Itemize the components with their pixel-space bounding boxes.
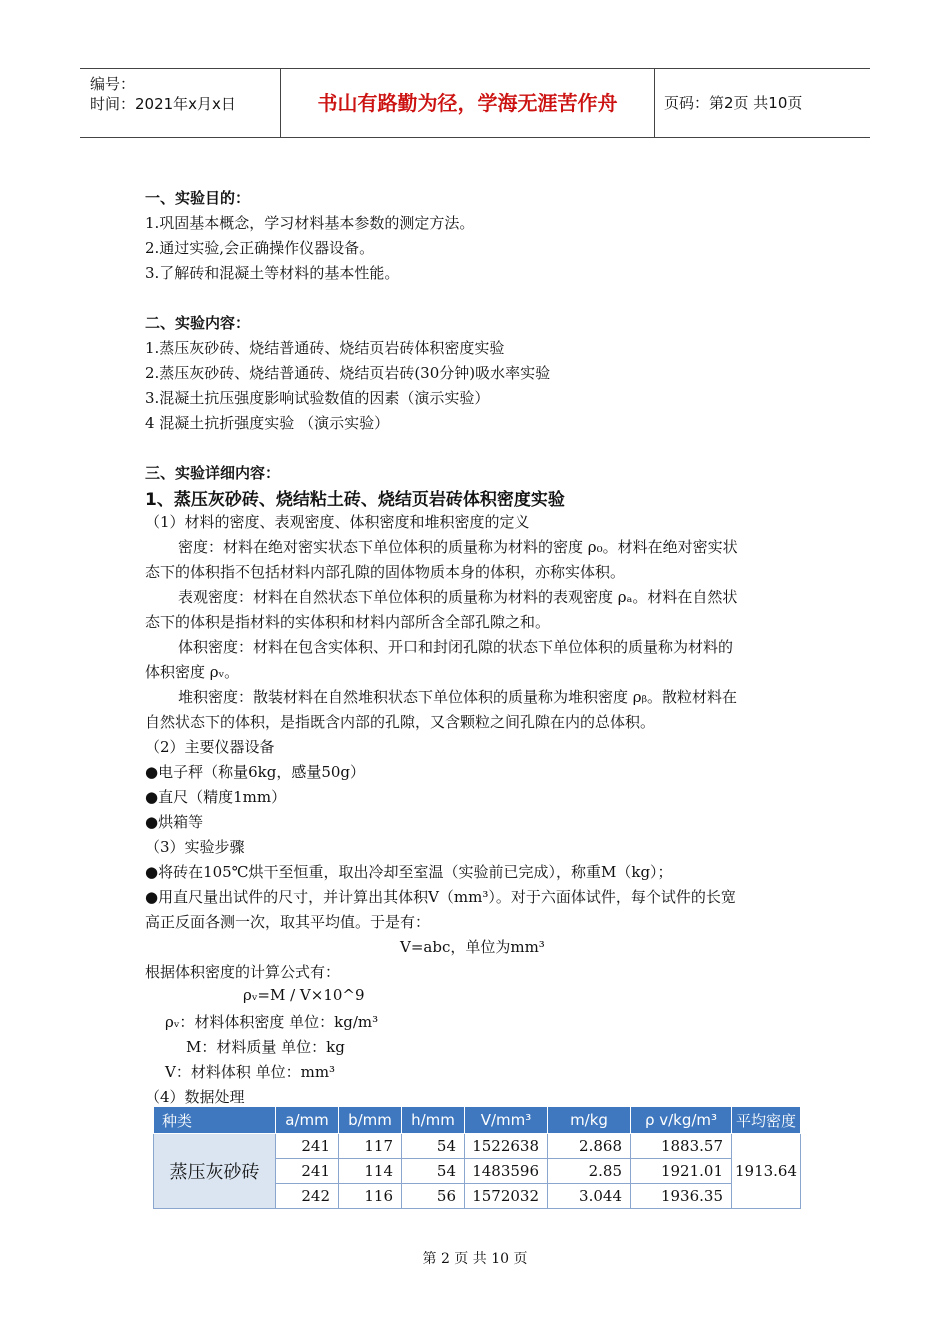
table-cell: 241 [276, 1159, 339, 1184]
body-line: 高正反面各测一次，取其平均值。于是有： [145, 913, 431, 931]
symbol-definition: V：材料体积 单位：mm³ [165, 1063, 336, 1081]
table-cell: 1883.57 [631, 1134, 732, 1159]
body-line: ●将砖在105℃烘干至恒重，取出冷却至室温（实验前已完成），称重M（kg）； [145, 863, 673, 881]
table-cell: 1483596 [465, 1159, 548, 1184]
table-header: 种类 [154, 1107, 276, 1134]
body-line: 密度：材料在绝对密实状态下单位体积的质量称为材料的密度 ρ₀。材料在绝对密实状 [178, 538, 738, 556]
header-page-label: 页码：第2页 共10页 [664, 94, 803, 112]
table-header: m/kg [548, 1107, 631, 1134]
table-cell: 1572032 [465, 1184, 548, 1209]
body-line: 堆积密度：散装材料在自然堆积状态下单位体积的质量称为堆积密度 ρᵦ。散粒材料在 [178, 688, 738, 706]
formula-density: ρᵥ=M / V×10^9 [243, 986, 365, 1004]
table-cell: 242 [276, 1184, 339, 1209]
body-line: （3）实验步骤 [145, 838, 245, 856]
table-cell: 114 [339, 1159, 402, 1184]
table-kind-cell: 蒸压灰砂砖 [154, 1134, 276, 1209]
section1-item: 2.通过实验,会正确操作仪器设备。 [145, 239, 375, 257]
table-cell: 3.044 [548, 1184, 631, 1209]
section1-title: 一、实验目的： [145, 189, 251, 207]
section3-subtitle: 1、蒸压灰砂砖、烧结粘土砖、烧结页岩砖体积密度实验 [145, 490, 565, 510]
section2-item: 4 混凝土抗折强度实验 （演示实验） [145, 414, 390, 432]
number-label: 编号： [90, 75, 136, 93]
table-cell: 1936.35 [631, 1184, 732, 1209]
table-header: h/mm [402, 1107, 465, 1134]
body-line: ●直尺（精度1mm） [145, 788, 287, 806]
table-header: ρ v/kg/m³ [631, 1107, 732, 1134]
body-line: ●用直尺量出试件的尺寸，并计算出其体积V（mm³）。对于六面体试件，每个试件的长宽 [145, 888, 736, 906]
body-line: 体积密度 ρᵥ。 [145, 663, 240, 681]
table-cell: 54 [402, 1159, 465, 1184]
body-line: 表观密度：材料在自然状态下单位体积的质量称为材料的表观密度 ρₐ。材料在自然状 [178, 588, 738, 606]
page-header [80, 68, 870, 138]
table-cell: 117 [339, 1134, 402, 1159]
section1-item: 3.了解砖和混凝土等材料的基本性能。 [145, 264, 400, 282]
table-cell: 1522638 [465, 1134, 548, 1159]
header-meta [80, 69, 281, 137]
body-line: ●烘箱等 [145, 813, 204, 831]
section3-title: 三、实验详细内容： [145, 464, 281, 482]
section2-item: 2.蒸压灰砂砖、烧结普通砖、烧结页岩砖(30分钟)吸水率实验 [145, 364, 551, 382]
section2-title: 二、实验内容： [145, 314, 251, 332]
table-average-cell: 1913.64 [732, 1134, 801, 1209]
table-header: a/mm [276, 1107, 339, 1134]
body-line: 态下的体积指不包括材料内部孔隙的固体物质本身的体积，亦称实体积。 [145, 563, 626, 581]
table-cell: 54 [402, 1134, 465, 1159]
table-cell: 56 [402, 1184, 465, 1209]
table-cell: 2.85 [548, 1159, 631, 1184]
table-header: b/mm [339, 1107, 402, 1134]
table-cell: 1921.01 [631, 1159, 732, 1184]
body-line: 态下的体积是指材料的实体积和材料内部所含全部孔隙之和。 [145, 613, 551, 631]
table-cell: 241 [276, 1134, 339, 1159]
body-line: ●电子秤（称量6kg，感量50g） [145, 763, 366, 781]
data-table [153, 1106, 801, 1209]
section2-item: 3.混凝土抗压强度影响试验数值的因素（演示实验） [145, 389, 490, 407]
table-cell: 2.868 [548, 1134, 631, 1159]
body-line: 自然状态下的体积，是指既含内部的孔隙，又含颗粒之间孔隙在内的总体积。 [145, 713, 656, 731]
section1-item: 1.巩固基本概念，学习材料基本参数的测定方法。 [145, 214, 475, 232]
page-footer: 第 2 页 共 10 页 [422, 1251, 528, 1267]
table-header: 平均密度 [732, 1107, 801, 1134]
table-header-row [154, 1107, 801, 1134]
section2-item: 1.蒸压灰砂砖、烧结普通砖、烧结页岩砖体积密度实验 [145, 339, 505, 357]
body-line: （4）数据处理 [145, 1088, 245, 1106]
body-line: 根据体积密度的计算公式有： [145, 963, 341, 981]
table-cell: 116 [339, 1184, 402, 1209]
formula-volume: V=abc，单位为mm³ [400, 938, 545, 956]
table-header: V/mm³ [465, 1107, 548, 1134]
date-label: 时间：2021年x月x日 [90, 95, 236, 113]
symbol-definition: ρᵥ：材料体积密度 单位：kg/m³ [165, 1013, 379, 1031]
header-motto: 书山有路勤为径，学海无涯苦作舟 [281, 69, 655, 137]
body-line: 体积密度：材料在包含实体积、开口和封闭孔隙的状态下单位体积的质量称为材料的 [178, 638, 734, 656]
body-line: （1）材料的密度、表观密度、体积密度和堆积密度的定义 [145, 513, 530, 531]
body-line: （2）主要仪器设备 [145, 738, 275, 756]
table-row [154, 1134, 801, 1159]
symbol-definition: M：材料质量 单位：kg [186, 1038, 345, 1056]
